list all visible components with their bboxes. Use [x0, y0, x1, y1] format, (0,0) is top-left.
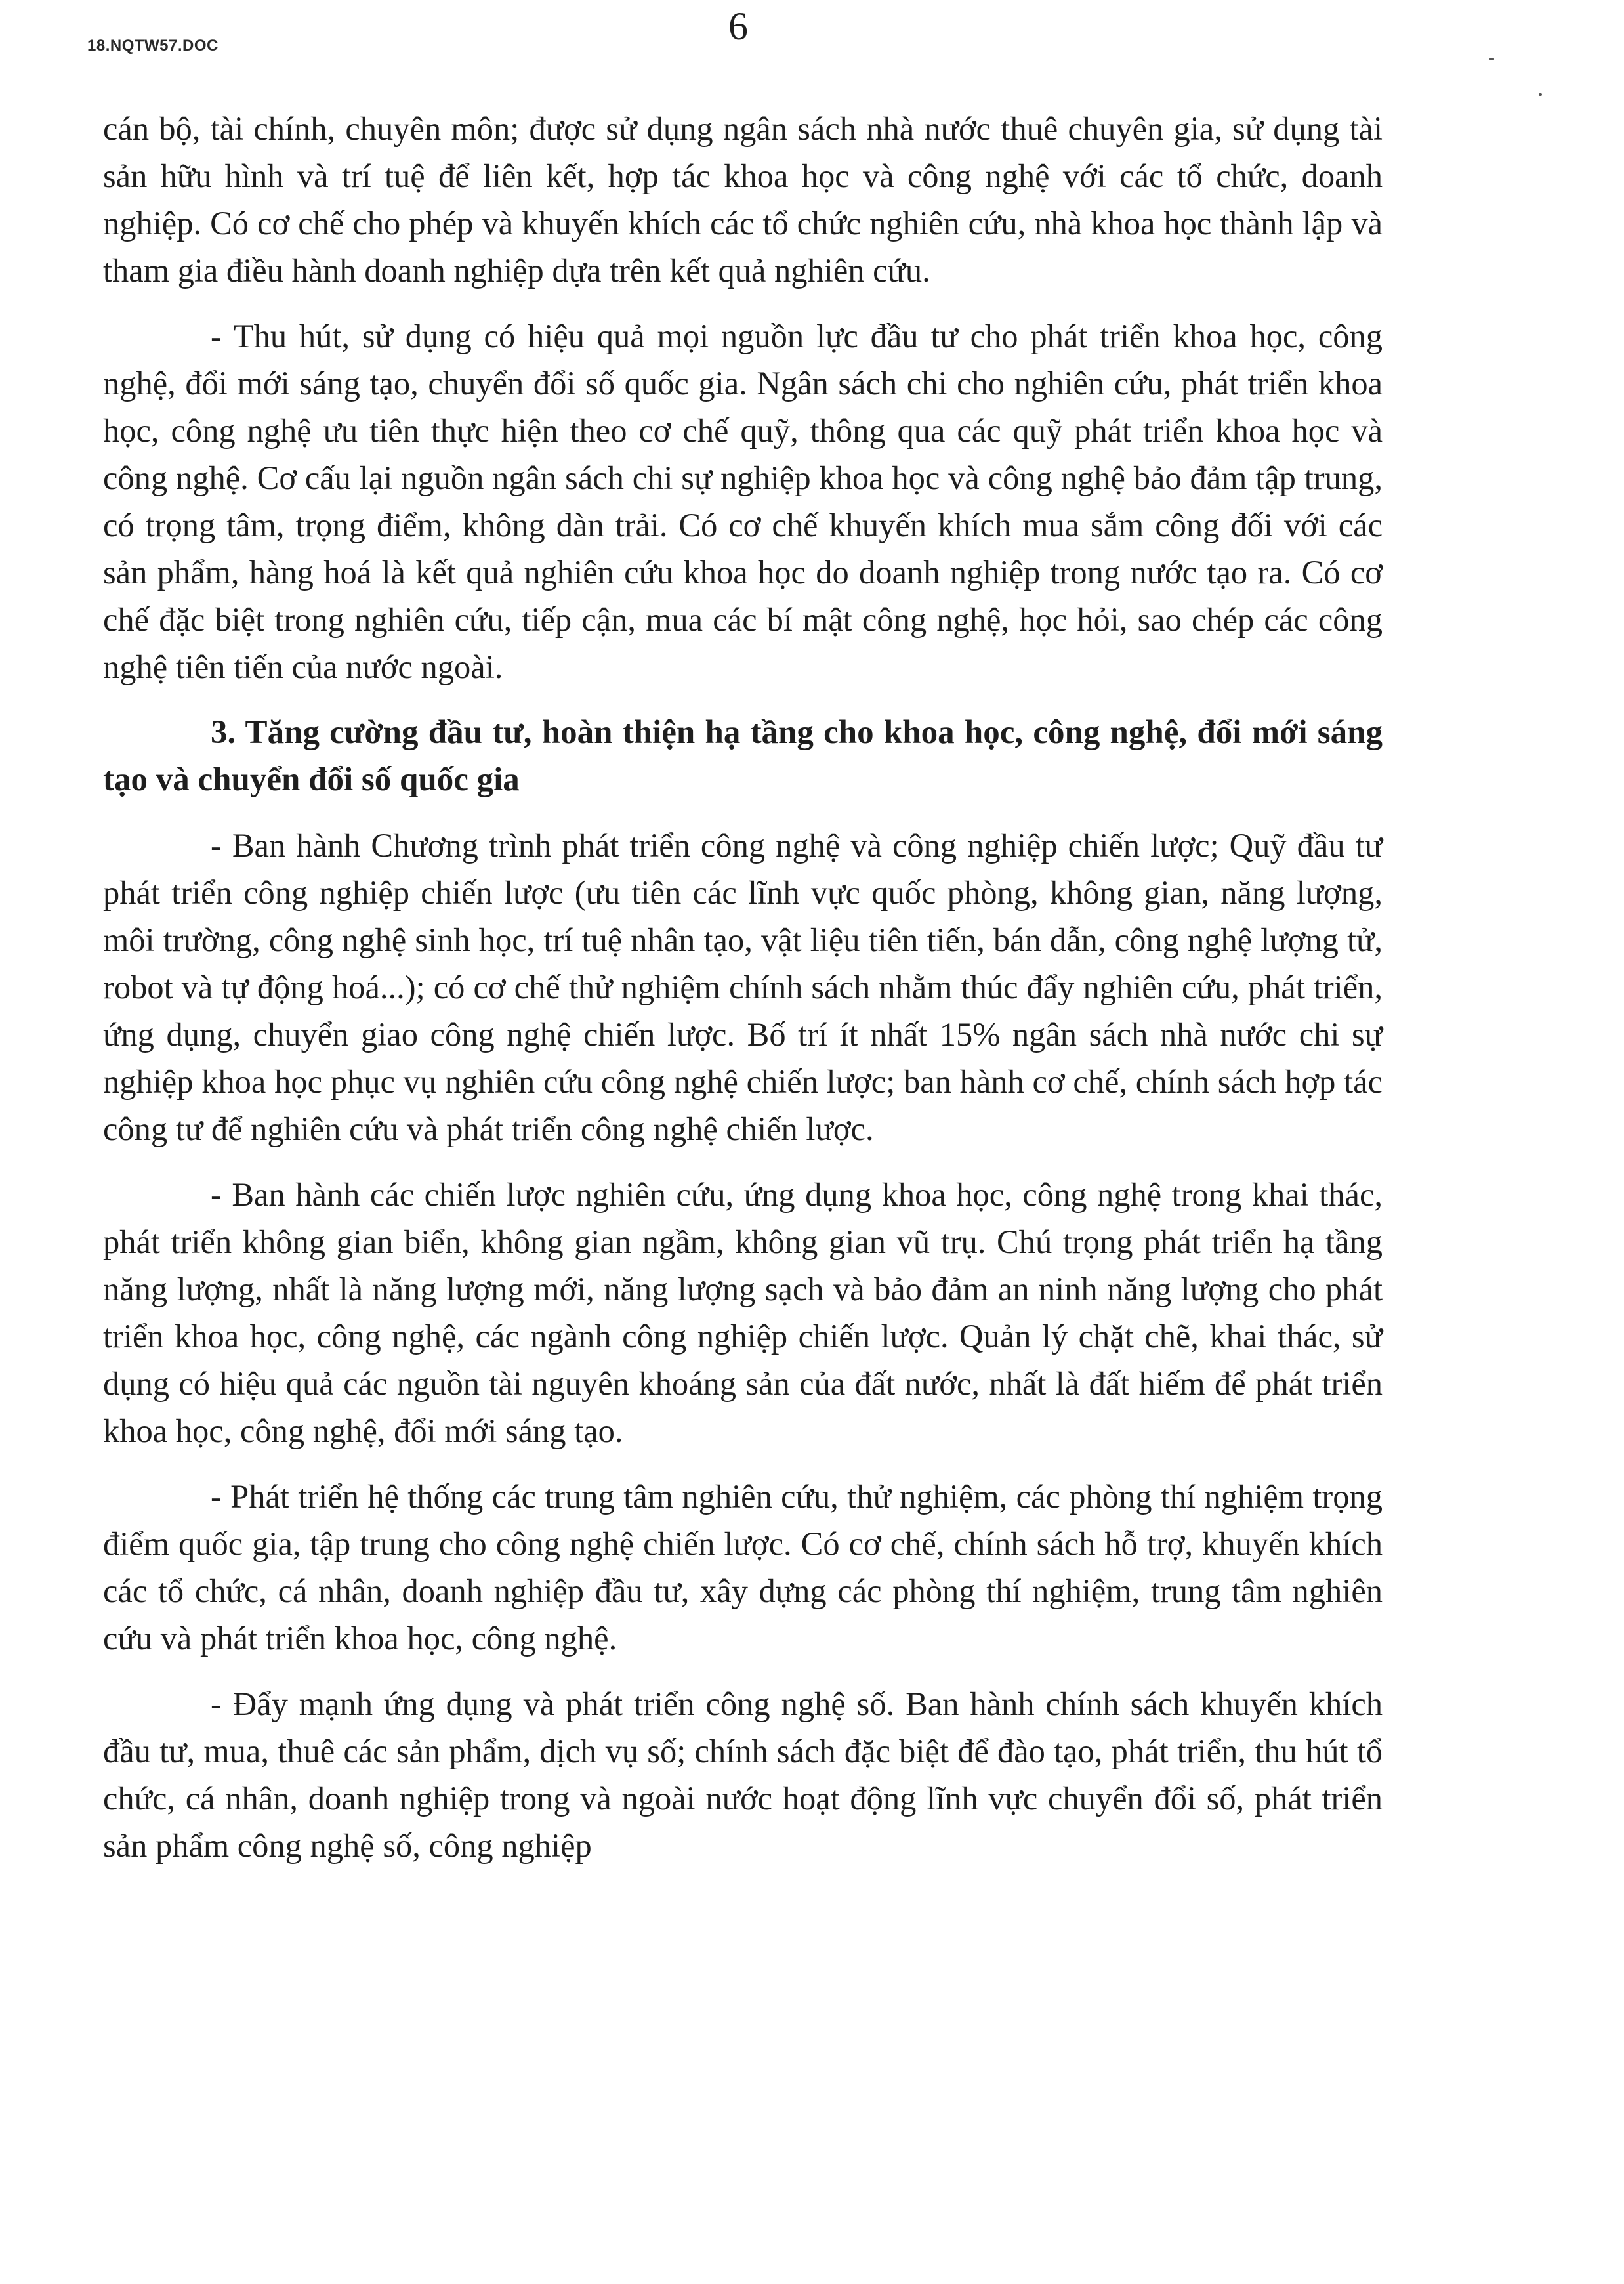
section-paragraph: - Ban hành các chiến lược nghiên cứu, ứng dụng khoa học, công nghệ trong khai thác, phát triển không gian biển, không gian ngầm, không gian vũ trụ. Chú trọng phát triển hạ tầng năng lượng, nhất là năng lượng mới, năng lượng sạch và bảo đảm an ninh năng lượng cho phát triển khoa học, công nghệ, các ngành công nghiệp chiến lược. Quản lý chặt chẽ, khai thác, sử dụng có hiệu quả các nguồn tài nguyên khoáng sản của đất nước, nhất là đất hiếm để phát triển khoa học, công nghệ, đổi mới sáng tạo.	[103, 1176, 1383, 1449]
scan-speck	[1489, 58, 1494, 60]
section-paragraph: - Đẩy mạnh ứng dụng và phát triển công nghệ số. Ban hành chính sách khuyến khích đầu tư, mua, thuê các sản phẩm, dịch vụ số; chính sách đặc biệt để đào tạo, phát triển, thu hút tổ chức, cá nhân, doanh nghiệp trong và ngoài nước hoạt động lĩnh vực chuyển đổi số, phát triển sản phẩm công nghệ số, công nghiệp	[103, 1685, 1383, 1864]
body-paragraph: cán bộ, tài chính, chuyên môn; được sử dụng ngân sách nhà nước thuê chuyên gia, sử dụng tài sản hữu hình và trí tuệ để liên kết, hợp tác khoa học và công nghệ với các tổ chức, doanh nghiệp. Có cơ chế cho phép và khuyến khích các tổ chức nghiên cứu, nhà khoa học thành lập và tham gia điều hành doanh nghiệp dựa trên kết quả nghiên cứu.	[103, 110, 1383, 289]
section-paragraph: - Ban hành Chương trình phát triển công nghệ và công nghiệp chiến lược; Quỹ đầu tư phát triển công nghiệp chiến lược (ưu tiên các lĩnh vực quốc phòng, không gian, năng lượng, môi trường, công nghệ sinh học, trí tuệ nhân tạo, vật liệu tiên tiến, bán dẫn, công nghệ lượng tử, robot và tự động hoá...); có cơ chế thử nghiệm chính sách nhằm thúc đẩy nghiên cứu, phát triển, ứng dụng, chuyển giao công nghệ chiến lược. Bố trí ít nhất 15% ngân sách nhà nước chi sự nghiệp khoa học phục vụ nghiên cứu công nghệ chiến lược; ban hành cơ chế, chính sách hợp tác công tư để nghiên cứu và phát triển công nghệ chiến lược.	[103, 827, 1383, 1147]
document-body	[103, 105, 1383, 1869]
section-heading: 3. Tăng cường đầu tư, hoàn thiện hạ tầng cho khoa học, công nghệ, đổi mới sáng tạo và chuyển đổi số quốc gia	[103, 714, 1383, 798]
page-number: 6	[728, 5, 748, 48]
section-paragraph: - Phát triển hệ thống các trung tâm nghiên cứu, thử nghiệm, các phòng thí nghiệm trọng điểm quốc gia, tập trung cho công nghệ chiến lược. Có cơ chế, chính sách hỗ trợ, khuyến khích các tổ chức, cá nhân, doanh nghiệp đầu tư, xây dựng các phòng thí nghiệm, trung tâm nghiên cứu và phát triển khoa học, công nghệ.	[103, 1478, 1383, 1657]
document-file-label: 18.NQTW57.DOC	[87, 37, 219, 54]
body-paragraph: - Thu hút, sử dụng có hiệu quả mọi nguồn lực đầu tư cho phát triển khoa học, công nghệ, đổi mới sáng tạo, chuyển đổi số quốc gia. Ngân sách chi cho nghiên cứu, phát triển khoa học, công nghệ ưu tiên thực hiện theo cơ chế quỹ, thông qua các quỹ phát triển khoa học và công nghệ. Cơ cấu lại nguồn ngân sách chi sự nghiệp khoa học và công nghệ bảo đảm tập trung, có trọng tâm, trọng điểm, không dàn trải. Có cơ chế khuyến khích mua sắm công đối với các sản phẩm, hàng hoá là kết quả nghiên cứu khoa học do doanh nghiệp trong nước tạo ra. Có cơ chế đặc biệt trong nghiên cứu, tiếp cận, mua các bí mật công nghệ, học hỏi, sao chép các công nghệ tiên tiến của nước ngoài.	[103, 318, 1383, 685]
scan-speck	[1539, 93, 1542, 96]
